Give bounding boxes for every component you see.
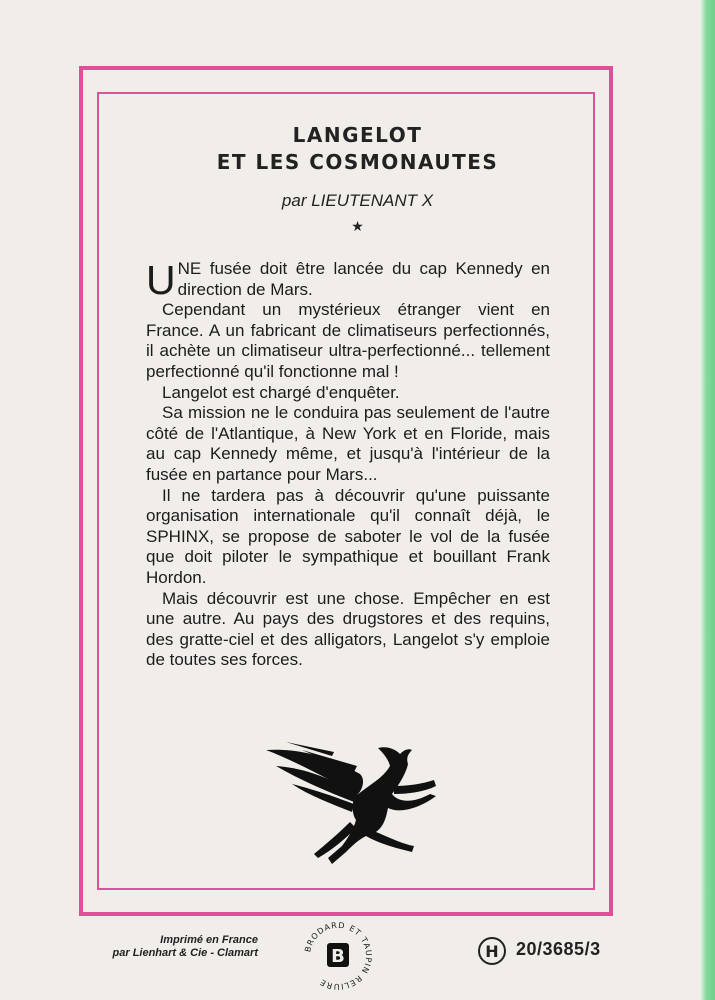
book-title-line2: ET LES COSMONAUTES	[216, 150, 499, 174]
book-title-line1: LANGELOT	[292, 123, 423, 147]
seal-letter: B	[331, 946, 345, 967]
star-ornament: ★	[351, 218, 364, 234]
printer-imprint	[78, 934, 258, 960]
drop-cap: U	[146, 257, 176, 303]
author-byline: par LIEUTENANT X	[281, 191, 434, 210]
blurb-paragraph-2: Cependant un mystérieux étranger vient en France. A un fabricant de climatiseurs perfectionnés, il achète un climatiseur ultra-perfectionné... tellement perfectionné qu'il fonctionne mal !	[146, 300, 550, 381]
printer-line-2: par Lienhart & Cie - Clamart	[112, 947, 258, 959]
blurb-paragraph-5: Il ne tardera pas à découvrir qu'une puissante organisation internationale qu'il connaît déjà, le SPHINX, se propose de saboter le vol de la fusée que doit piloter le sympathique et bouillant Frank Hordon.	[146, 485, 550, 587]
catalog-number: 20/3685/3	[516, 939, 601, 959]
blurb-paragraph-1: UNE fusée doit être lancée du cap Kennedy en direction de Mars.	[146, 257, 550, 303]
hachette-mark-icon	[477, 936, 507, 966]
printer-line-1: Imprimé en France	[160, 934, 258, 946]
svg-text:H: H	[485, 942, 499, 961]
binder-seal-logo-icon	[301, 919, 375, 993]
blurb-paragraph-3: Langelot est chargé d'enquêter.	[162, 382, 400, 402]
seal-text: BRODARD ET TAUPIN RELIURE	[303, 920, 374, 992]
blurb-paragraph-6: Mais découvrir est une chose. Empêcher en est une autre. Au pays des drugstores et des requins, des gratte-ciel et des alligators, Langelot s'y emploie de toutes ses forces.	[146, 588, 550, 670]
pegasus-logo-icon	[262, 728, 442, 878]
blurb-text	[146, 259, 550, 671]
blurb-paragraph-4: Sa mission ne le conduira pas seulement de l'autre côté de l'Atlantique, à New York et en Floride, mais au cap Kennedy même, et jusqu'à l'intérieur de la fusée en partance pour Mars...	[146, 403, 550, 484]
